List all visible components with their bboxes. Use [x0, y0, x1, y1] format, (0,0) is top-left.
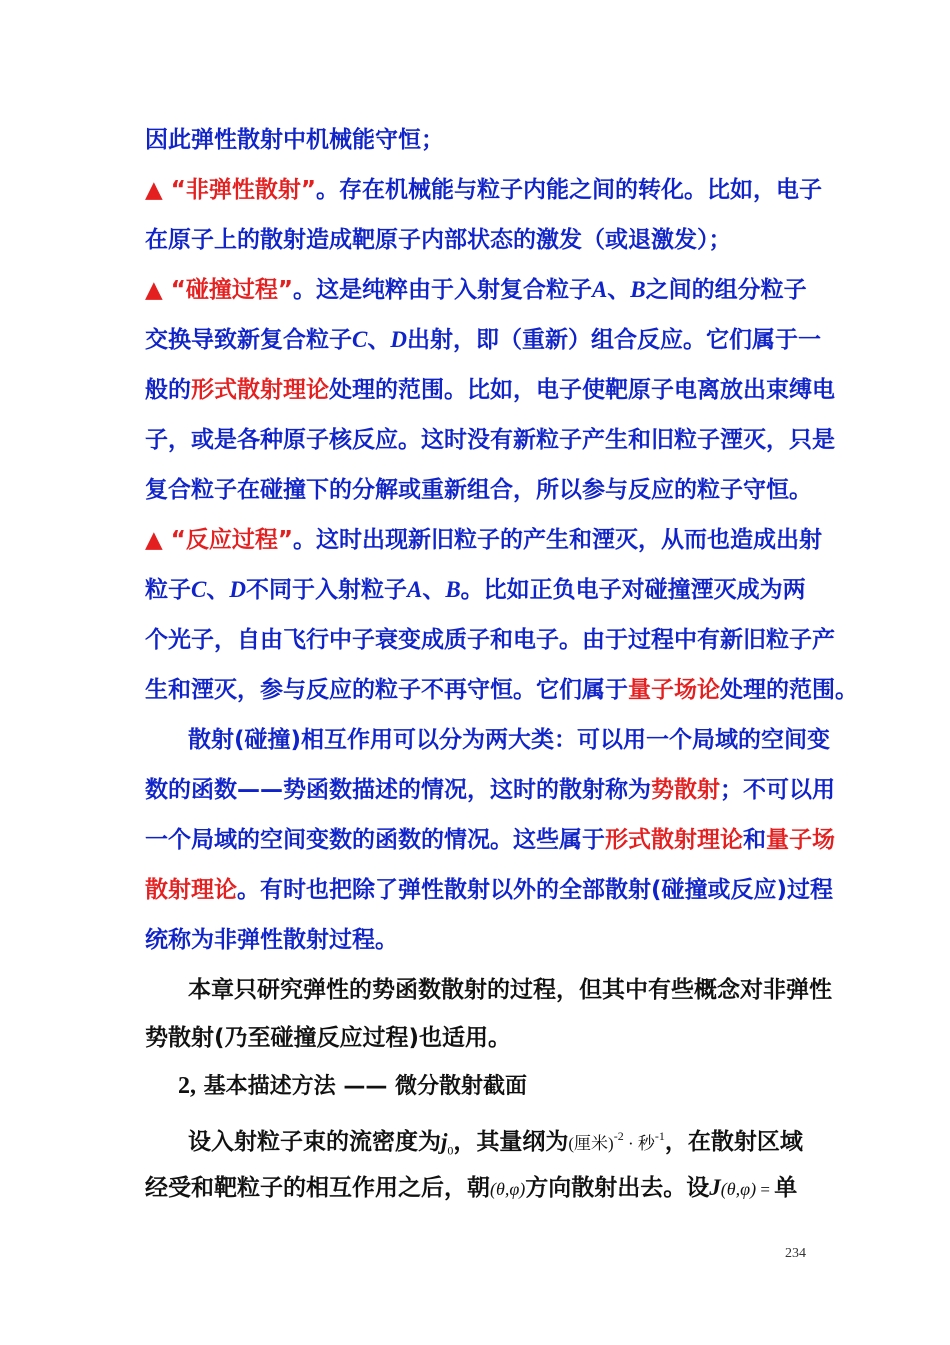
text-span: 在原子上的散射造成靶原子内部状态的激发（或退激发）； — [145, 227, 732, 253]
text-line — [145, 172, 822, 208]
text-line — [188, 1118, 810, 1158]
math-var: J — [709, 1175, 721, 1200]
math-var: D — [229, 577, 246, 602]
text-line — [145, 622, 835, 658]
text-line — [188, 972, 832, 1008]
text-span: 处理的范围。 — [720, 677, 858, 703]
text-span: ；不可以用 — [720, 777, 835, 803]
text-line — [145, 422, 835, 458]
text-span: 处理的范围。比如，电子使靶原子电离放出束缚电 — [329, 377, 835, 403]
text-span: 个光子，自由飞行中子衰变成质子和电子。由于过程中有新旧粒子产 — [145, 627, 835, 653]
math-operator: = — [756, 1180, 775, 1199]
text-span: 不同于入射粒子 — [245, 577, 407, 603]
text-line — [145, 572, 810, 608]
text-line — [188, 722, 831, 758]
text-line — [145, 872, 834, 908]
text-span: 、 — [422, 577, 446, 603]
term-highlight: 量子场论 — [628, 677, 720, 703]
text-span: 势散射(乃至碰撞反应过程)也适用。 — [145, 1025, 512, 1051]
text-span: 方向散射出去。设 — [525, 1175, 710, 1201]
text-span: 粒子 — [145, 577, 191, 603]
text-span: 统称为非弹性散射过程。 — [145, 927, 398, 953]
term-highlight: “碰撞过程” — [170, 277, 293, 303]
text-span: 交换导致新复合粒子 — [145, 327, 352, 353]
text-span: 复合粒子在碰撞下的分解或重新组合，所以参与反应的粒子守恒。 — [145, 477, 812, 503]
text-span: ，其量纲为 — [453, 1129, 569, 1155]
text-line — [145, 122, 810, 158]
term-highlight: 形式散射理论 — [191, 377, 329, 403]
term-highlight: “非弹性散射” — [170, 177, 316, 203]
math-var: B — [445, 577, 461, 602]
text-line — [145, 522, 822, 558]
text-span: 生和湮灭，参与反应的粒子不再守恒。它们属于 — [145, 677, 628, 703]
text-span: 经受和靶粒子的相互作用之后，朝 — [145, 1175, 490, 1201]
text-span: 因此弹性散射中机械能守恒； — [145, 127, 444, 153]
text-span: 、 — [206, 577, 230, 603]
section-heading — [178, 1068, 527, 1104]
math-superscript: -1 — [654, 1129, 665, 1143]
text-span: 一个局域的空间变数的函数的情况。这些属于 — [145, 827, 605, 853]
text-span: 、 — [367, 327, 391, 353]
page-number: 234 — [785, 1246, 806, 1261]
math-var: C — [191, 577, 207, 602]
text-line — [145, 822, 835, 858]
term-highlight: “反应过程” — [170, 527, 293, 553]
text-span: 之间的组分粒子 — [645, 277, 807, 303]
text-line — [145, 1170, 810, 1206]
text-span: 设入射粒子束的流密度为 — [188, 1129, 441, 1155]
text-line — [145, 322, 821, 358]
term-highlight: 形式散射理论 — [605, 827, 743, 853]
math-superscript: -2 — [613, 1129, 624, 1143]
text-span: 。有时也把除了弹性散射以外的全部散射(碰撞或反应)过程 — [237, 877, 834, 903]
term-highlight: 势散射 — [651, 777, 720, 803]
text-span: 。存在机械能与粒子内能之间的转化。比如，电子 — [315, 177, 822, 203]
math-unit: (厘米) — [568, 1134, 614, 1153]
math-var: A — [406, 577, 423, 602]
text-span: 子，或是各种原子核反应。这时没有新粒子产生和旧粒子湮灭，只是 — [145, 427, 835, 453]
text-span: 、 — [607, 277, 631, 303]
triangle-bullet-icon: ▲ — [145, 527, 163, 553]
text-span: 。比如正负电子对碰撞湮灭成为两 — [460, 577, 806, 603]
math-var: j — [441, 1129, 448, 1154]
text-span: 数的函数——势函数描述的情况，这时的散射称为 — [145, 777, 651, 803]
math-expression: (θ,φ) — [720, 1179, 757, 1199]
math-var: A — [591, 277, 608, 302]
triangle-bullet-icon: ▲ — [145, 277, 163, 303]
section-number: 2, — [178, 1073, 196, 1099]
triangle-bullet-icon: ▲ — [145, 177, 163, 203]
math-var: C — [352, 327, 368, 352]
text-line — [145, 222, 810, 258]
text-line — [145, 672, 858, 708]
math-subscript: 0 — [447, 1143, 454, 1158]
text-line — [145, 372, 835, 408]
text-span: 。这时出现新旧粒子的产生和湮灭，从而也造成出射 — [292, 527, 822, 553]
math-var: B — [630, 277, 646, 302]
term-highlight: 量子场 — [766, 827, 835, 853]
math-expression: (θ,φ) — [490, 1179, 526, 1199]
text-span: 散射(碰撞)相互作用可以分为两大类：可以用一个局域的空间变 — [188, 727, 831, 753]
math-unit: · 秒 — [623, 1134, 655, 1153]
text-span: 。这是纯粹由于入射复合粒子 — [292, 277, 592, 303]
text-line — [145, 922, 810, 958]
text-span: 单 — [774, 1175, 798, 1201]
text-span: 般的 — [145, 377, 191, 403]
text-span: 本章只研究弹性的势函数散射的过程，但其中有些概念对非弹性 — [188, 977, 832, 1003]
text-span: ，在散射区域 — [664, 1129, 803, 1155]
text-line — [145, 1020, 810, 1056]
text-line — [145, 472, 810, 508]
term-highlight: 散射理论 — [145, 877, 237, 903]
text-line — [145, 772, 835, 808]
text-line — [145, 272, 810, 308]
text-span: 和 — [743, 827, 766, 853]
text-span: 出射，即（重新）组合反应。它们属于一 — [406, 327, 821, 353]
math-var: D — [390, 327, 407, 352]
section-title: 基本描述方法 —— 微分散射截面 — [203, 1074, 527, 1099]
